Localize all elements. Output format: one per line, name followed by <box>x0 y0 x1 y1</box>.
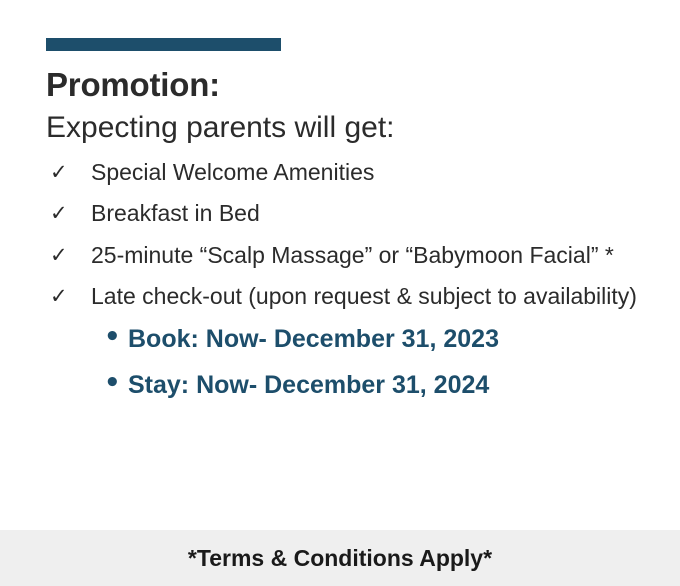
list-item <box>46 199 650 228</box>
list-item <box>46 158 650 187</box>
page-title: Promotion: <box>46 66 220 103</box>
list-item <box>46 241 650 270</box>
check-icon: ✓ <box>50 284 68 309</box>
list-item-label: Stay: Now- December 31, 2024 <box>128 370 490 399</box>
bullet-icon: • <box>104 321 121 352</box>
check-icon: ✓ <box>50 159 68 184</box>
dates-list <box>46 321 650 400</box>
list-item-label: Late check-out (upon request & subject to availability) <box>91 283 637 310</box>
list-item <box>46 282 650 311</box>
check-icon: ✓ <box>50 242 68 267</box>
benefits-list <box>46 158 650 312</box>
footer-bar <box>0 530 680 586</box>
list-item-label: Breakfast in Bed <box>91 200 260 227</box>
bullet-icon: • <box>104 367 121 398</box>
list-item-label: Special Welcome Amenities <box>91 158 375 185</box>
accent-bar <box>46 38 281 51</box>
slide-content <box>46 66 650 416</box>
list-item <box>46 367 650 400</box>
terms-text: *Terms & Conditions Apply* <box>187 544 493 571</box>
page-subtitle: Expecting parents will get: <box>46 110 395 144</box>
list-item-label: Book: Now- December 31, 2023 <box>128 324 499 353</box>
check-icon: ✓ <box>50 201 68 226</box>
list-item-label: 25-minute “Scalp Massage” or “Babymoon Facial” * <box>91 241 614 268</box>
list-item <box>46 321 650 354</box>
